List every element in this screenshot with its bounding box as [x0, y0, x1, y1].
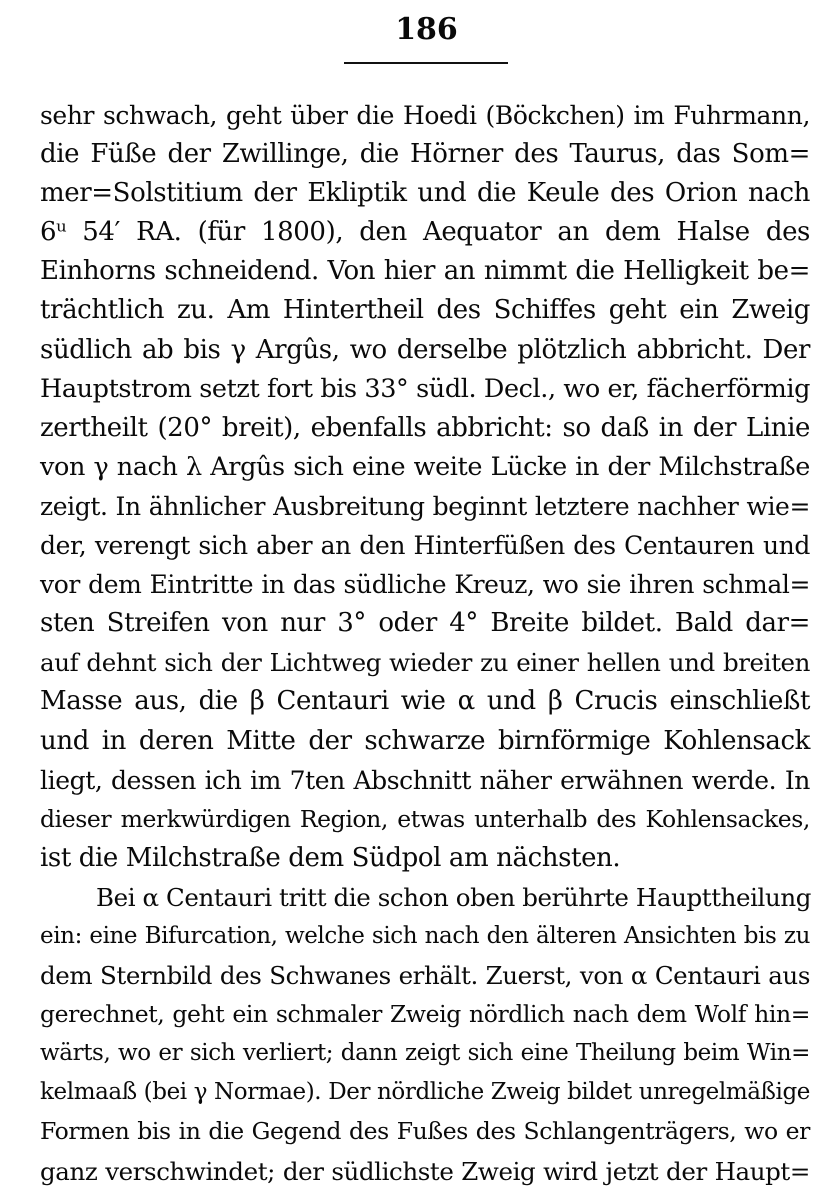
- header-rule: [344, 62, 508, 64]
- text-line: der, verengt sich aber an den Hinterfüßen des Centauren und: [40, 531, 810, 561]
- text-line: ganz verschwindet; der südlichste Zweig wird jetzt der Haupt=: [40, 1156, 810, 1186]
- text-line: Masse aus, die β Centauri wie α und β Crucis einschließt: [40, 686, 810, 717]
- text-line: Formen bis in die Gegend des Fußes des Schlangenträgers, wo er: [40, 1117, 810, 1146]
- text-line: trächtlich zu. Am Hintertheil des Schiffes geht ein Zweig: [40, 295, 810, 326]
- text-line: Hauptstrom setzt fort bis 33° südl. Decl., wo er, fächerförmig: [40, 373, 811, 404]
- text-line: dieser merkwürdigen Region, etwas unterhalb des Kohlensackes,: [40, 804, 810, 833]
- text-line: die Füße der Zwillinge, die Hörner des Taurus, das Som=: [40, 139, 810, 170]
- text-line: ein: eine Bifurcation, welche sich nach den älteren Ansichten bis zu: [40, 922, 810, 949]
- text-line: und in deren Mitte der schwarze birnförmige Kohlensack: [40, 725, 810, 756]
- text-line: kelmaaß (bei γ Normae). Der nördliche Zweig bildet unregelmäßige: [40, 1079, 810, 1106]
- text-line: südlich ab bis γ Argûs, wo derselbe plötzlich abbricht. Der: [40, 334, 810, 365]
- paragraph-2: [40, 878, 810, 1191]
- text-line: mer=Solstitium der Ekliptik und die Keule des Orion nach: [40, 178, 810, 209]
- text-line: 6ᵘ 54′ RA. (für 1800), den Aequator an dem Halse des: [40, 217, 810, 248]
- page-number: 186: [395, 12, 458, 47]
- text-line: sten Streifen von nur 3° oder 4° Breite bildet. Bald dar=: [40, 608, 810, 639]
- text-line: zertheilt (20° breit), ebenfalls abbricht: so daß in der Linie: [40, 412, 810, 443]
- text-line: auf dehnt sich der Lichtweg wieder zu einer hellen und breiten: [40, 648, 810, 678]
- text-line: gerechnet, geht ein schmaler Zweig nördlich nach dem Wolf hin=: [40, 1000, 810, 1029]
- text-line: ist die Milchstraße dem Südpol am nächsten.: [40, 842, 621, 873]
- text-line: Bei α Centauri tritt die schon oben berührte Haupttheilung: [96, 882, 812, 912]
- text-line: von γ nach λ Argûs sich eine weite Lücke in der Milchstraße: [40, 451, 810, 482]
- text-line: Einhorns schneidend. Von hier an nimmt die Helligkeit be=: [40, 256, 810, 287]
- paragraph-1: [40, 96, 810, 878]
- text-line: liegt, dessen ich im 7ten Abschnitt näher erwähnen werde. In: [40, 765, 810, 795]
- text-line: dem Sternbild des Schwanes erhält. Zuerst, von α Centauri aus: [40, 961, 810, 991]
- body-text: [40, 96, 810, 1191]
- text-line: sehr schwach, geht über die Hoedi (Böckchen) im Fuhrmann,: [40, 101, 810, 130]
- text-line: vor dem Eintritte in das südliche Kreuz, wo sie ihren schmal=: [40, 570, 810, 600]
- text-line: wärts, wo er sich verliert; dann zeigt sich eine Theilung beim Win=: [40, 1040, 810, 1067]
- text-line: zeigt. In ähnlicher Ausbreitung beginnt letztere nachher wie=: [40, 491, 810, 521]
